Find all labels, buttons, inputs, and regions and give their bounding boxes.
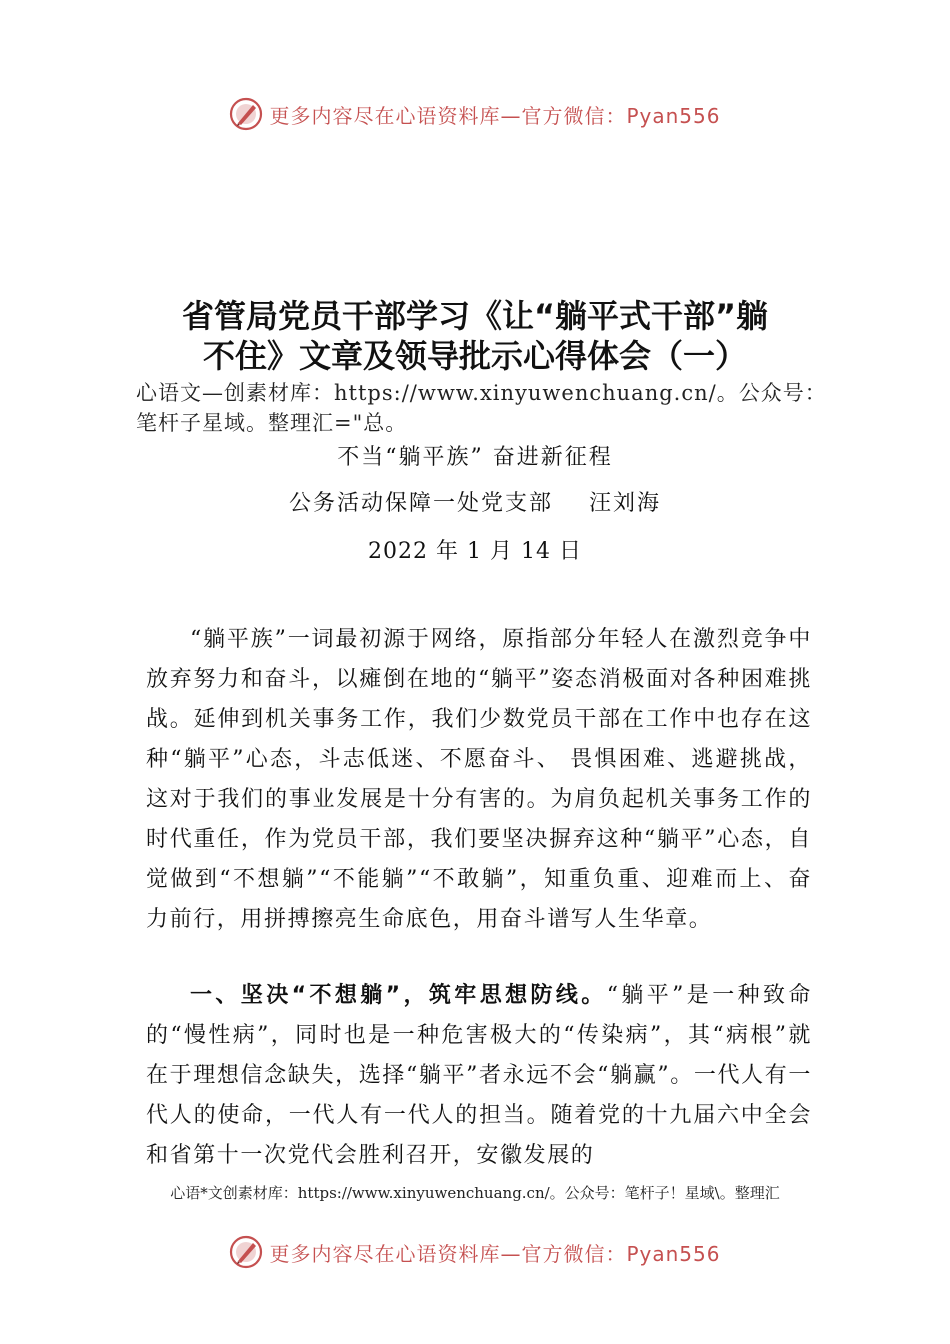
author-line bbox=[0, 486, 950, 517]
body-paragraph-1: “躺平族”一词最初源于网络，原指部分年轻人在激烈竞争中放弃努力和奋斗，以瘫倒在地的“躺平”姿态消极面对各种困难挑战。延伸到机关事务工作，我们少数党员干部在工作中也存在这种“躺平”心态，斗志低迷、不愿奋斗、 畏惧困难、逃避挑战，这对于我们的事业发展是十分有害的。为肩负起机关事务工作的时代重任，作为党员干部，我们要坚决摒弃这种“躺平”心态，自觉做到“不想躺”“不能躺”“不敢躺”，知重负重、迎难而上、奋力前行，用拼搏擦亮生命底色，用奋斗谱写人生华章。 bbox=[146, 627, 812, 932]
body-paragraph-2 bbox=[146, 976, 812, 1176]
article-subtitle: 不当“躺平族” 奋进新征程 bbox=[337, 445, 613, 470]
footer-source-note: 心语*文创素材库：https://www.xinyuwenchuang.cn/。公众号：笔杆子！星域\。整理汇 bbox=[170, 1184, 780, 1202]
banner-text: 更多内容尽在心语资料库—官方微信：Pyan556 bbox=[269, 103, 721, 128]
quill-seal-icon bbox=[229, 1235, 263, 1269]
document-date: 2022 年 1 月 14 日 bbox=[368, 539, 582, 564]
author-org: 公务活动保障一处党支部 bbox=[288, 491, 553, 516]
header-banner bbox=[0, 94, 950, 134]
section-text: “躺平”是一种致命的“慢性病”，同时也是一种危害极大的“传染病”，其“病根”就在于理想信念缺失，选择“躺平”者永远不会“躺赢”。一代人有一代人的使命，一代人有一代人的担当。随着党的十九届六中全会和省第十一次党代会胜利召开，安徽发展的 bbox=[146, 983, 812, 1168]
author-name: 汪刘海 bbox=[589, 491, 662, 516]
section-heading: 一、坚决“不想躺”，筑牢思想防线。 bbox=[190, 983, 607, 1008]
quill-seal-icon bbox=[229, 97, 263, 131]
title-line-2: 不住》文章及领导批示心得体会（一） bbox=[202, 337, 747, 375]
footer-banner bbox=[0, 1232, 950, 1272]
title-line-1: 省管局党员干部学习《让“躺平式干部”躺 bbox=[181, 297, 769, 335]
source-note: 心语文—创素材库：https://www.xinyuwenchuang.cn/。公众号：笔杆子星域。整理汇="总。 bbox=[136, 381, 827, 435]
banner-text: 更多内容尽在心语资料库—官方微信：Pyan556 bbox=[269, 1241, 721, 1266]
document-title bbox=[110, 296, 840, 376]
